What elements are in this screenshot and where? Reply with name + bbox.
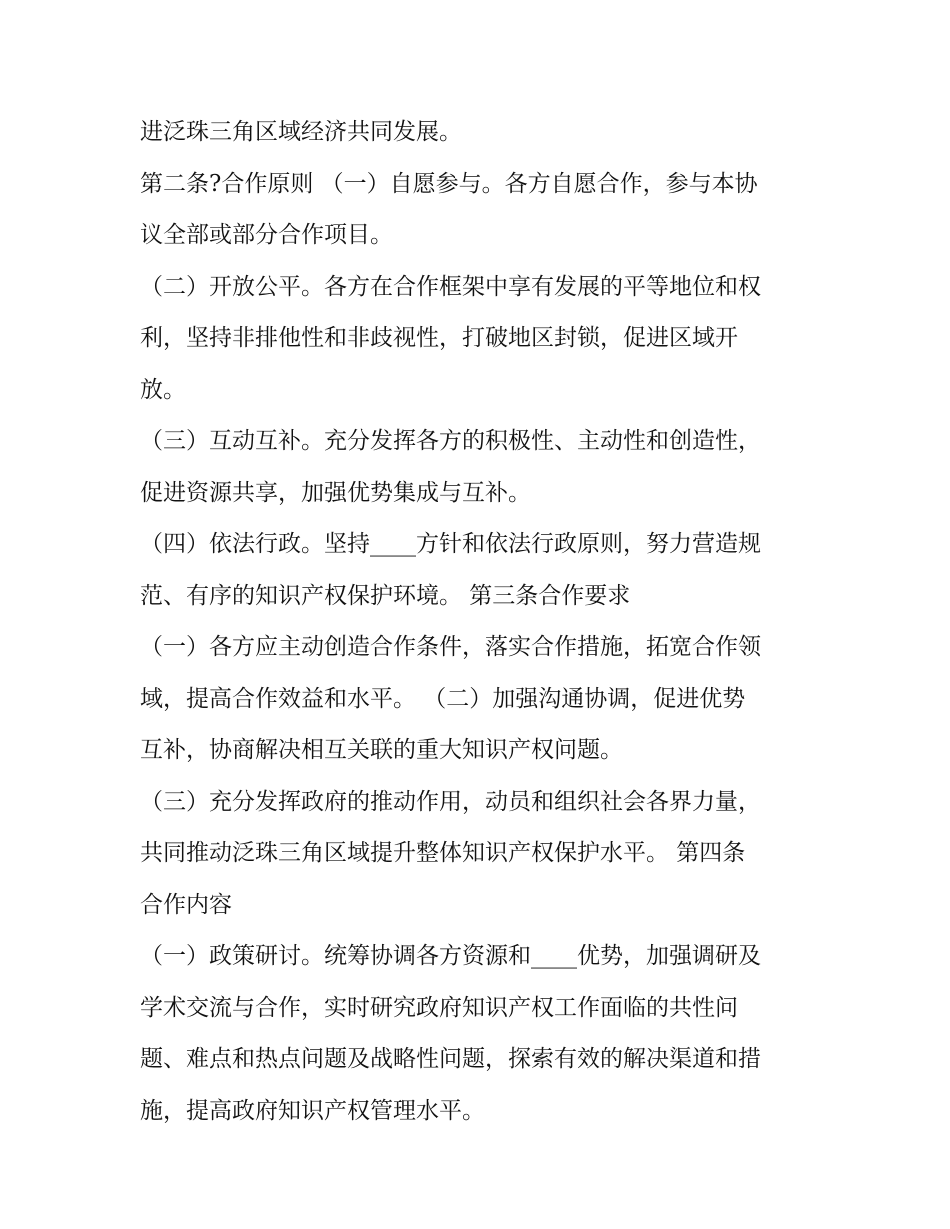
- document-body: [140, 107, 830, 1137]
- text-line: 共同推动泛珠三角区域提升整体知识产权保护水平。 第四条: [140, 840, 746, 866]
- text-line: 学术交流与合作，实时研究政府知识产权工作面临的共性问: [140, 994, 738, 1021]
- text-line: 促进资源共享，加强优势集成与互补。: [140, 479, 531, 506]
- text-line: 域，提高合作效益和水平。 （二）加强沟通协调，促进优势: [140, 685, 746, 712]
- text-line: 利，坚持非排他性和非歧视性，打破地区封锁，促进区域开: [140, 325, 738, 351]
- text-line: 题、难点和热点问题及战略性问题，探索有效的解决渠道和措: [140, 1046, 761, 1072]
- text-line: 施，提高政府知识产权管理水平。: [140, 1097, 485, 1124]
- text-line: 放。: [140, 376, 186, 403]
- text-line: （一）政策研讨。统筹协调各方资源和____优势，加强调研及: [140, 943, 761, 969]
- text-line: （二）开放公平。各方在合作框架中享有发展的平等地位和权: [140, 273, 761, 300]
- text-line: 合作内容: [140, 891, 232, 918]
- text-line: （一）各方应主动创造合作条件，落实合作措施，拓宽合作领: [140, 634, 761, 660]
- text-line: （三）互动互补。充分发挥各方的积极性、主动性和创造性，: [140, 428, 761, 454]
- text-line: 第二条?合作原则 （一）自愿参与。各方自愿合作，参与本协: [140, 170, 758, 197]
- text-line: 范、有序的知识产权保护环境。 第三条合作要求: [140, 582, 631, 609]
- text-line: 议全部或部分合作项目。: [140, 222, 393, 248]
- text-line: （三）充分发挥政府的推动作用，动员和组织社会各界力量，: [140, 788, 761, 815]
- text-line: （四）依法行政。坚持____方针和依法行政原则，努力营造规: [140, 531, 761, 557]
- text-line: 互补，协商解决相互关联的重大知识产权问题。: [140, 737, 623, 763]
- text-line: 进泛珠三角区域经济共同发展。: [140, 119, 462, 145]
